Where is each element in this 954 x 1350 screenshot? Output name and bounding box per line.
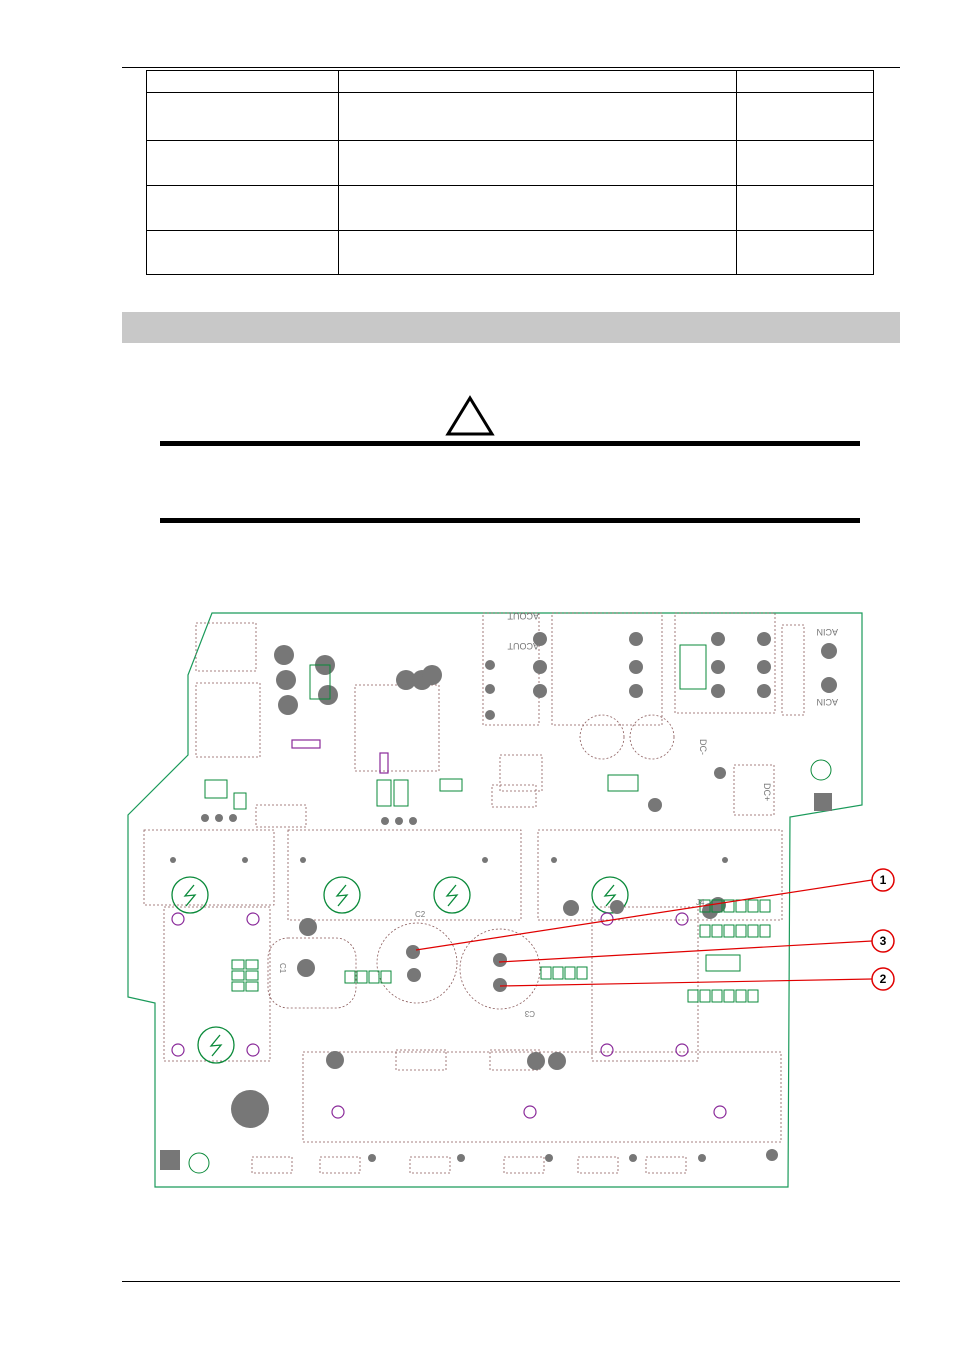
callout-2-number: 2 (879, 972, 887, 986)
section-heading-bar (122, 312, 900, 343)
callout-2 (872, 968, 894, 990)
acin-top-label: ACIN (816, 627, 838, 637)
spec-table (146, 70, 874, 275)
acin-bottom-label: ACIN (816, 697, 838, 707)
table-cell (147, 141, 339, 186)
table-cell (338, 141, 736, 186)
acout-label-a: ACOUT (507, 611, 539, 621)
table-cell (737, 231, 874, 275)
table-row (147, 141, 874, 186)
table-row (147, 231, 874, 275)
table-cell (737, 141, 874, 186)
table-cell (737, 93, 874, 141)
callout-1 (872, 869, 894, 891)
warning-triangle-icon (445, 395, 495, 442)
table-row (147, 186, 874, 231)
table-row (147, 93, 874, 141)
table-cell (147, 231, 339, 275)
callout-3 (872, 930, 894, 952)
table-cell (737, 186, 874, 231)
table-cell (338, 231, 736, 275)
acout-label-b: ACOUT (507, 641, 539, 651)
warning-text (160, 450, 860, 510)
header-rule (122, 67, 900, 68)
table-cell (147, 93, 339, 141)
c1-label: C1 (278, 963, 287, 974)
callout-3-leader (499, 941, 872, 962)
table-cell (737, 71, 874, 93)
c3-label: C3 (524, 1009, 535, 1018)
table-cell (338, 93, 736, 141)
warning-bottom-rule (160, 518, 860, 523)
table-cell (147, 71, 339, 93)
c2-label: C2 (415, 910, 426, 919)
table-cell (338, 71, 736, 93)
j4-label: J4 (696, 898, 705, 907)
table-row (147, 71, 874, 93)
warning-top-rule (160, 441, 860, 446)
pcb-layout-diagram (120, 605, 910, 1200)
callout-3-number: 3 (879, 934, 887, 948)
dc-minus-label: DC- (698, 739, 708, 755)
footer-rule (122, 1281, 900, 1282)
callout-1-number: 1 (879, 873, 887, 887)
dc-plus-label: DC+ (762, 783, 772, 802)
callout-1-leader (416, 880, 872, 950)
table-cell (147, 186, 339, 231)
table-cell (338, 186, 736, 231)
callout-2-leader (500, 979, 872, 986)
